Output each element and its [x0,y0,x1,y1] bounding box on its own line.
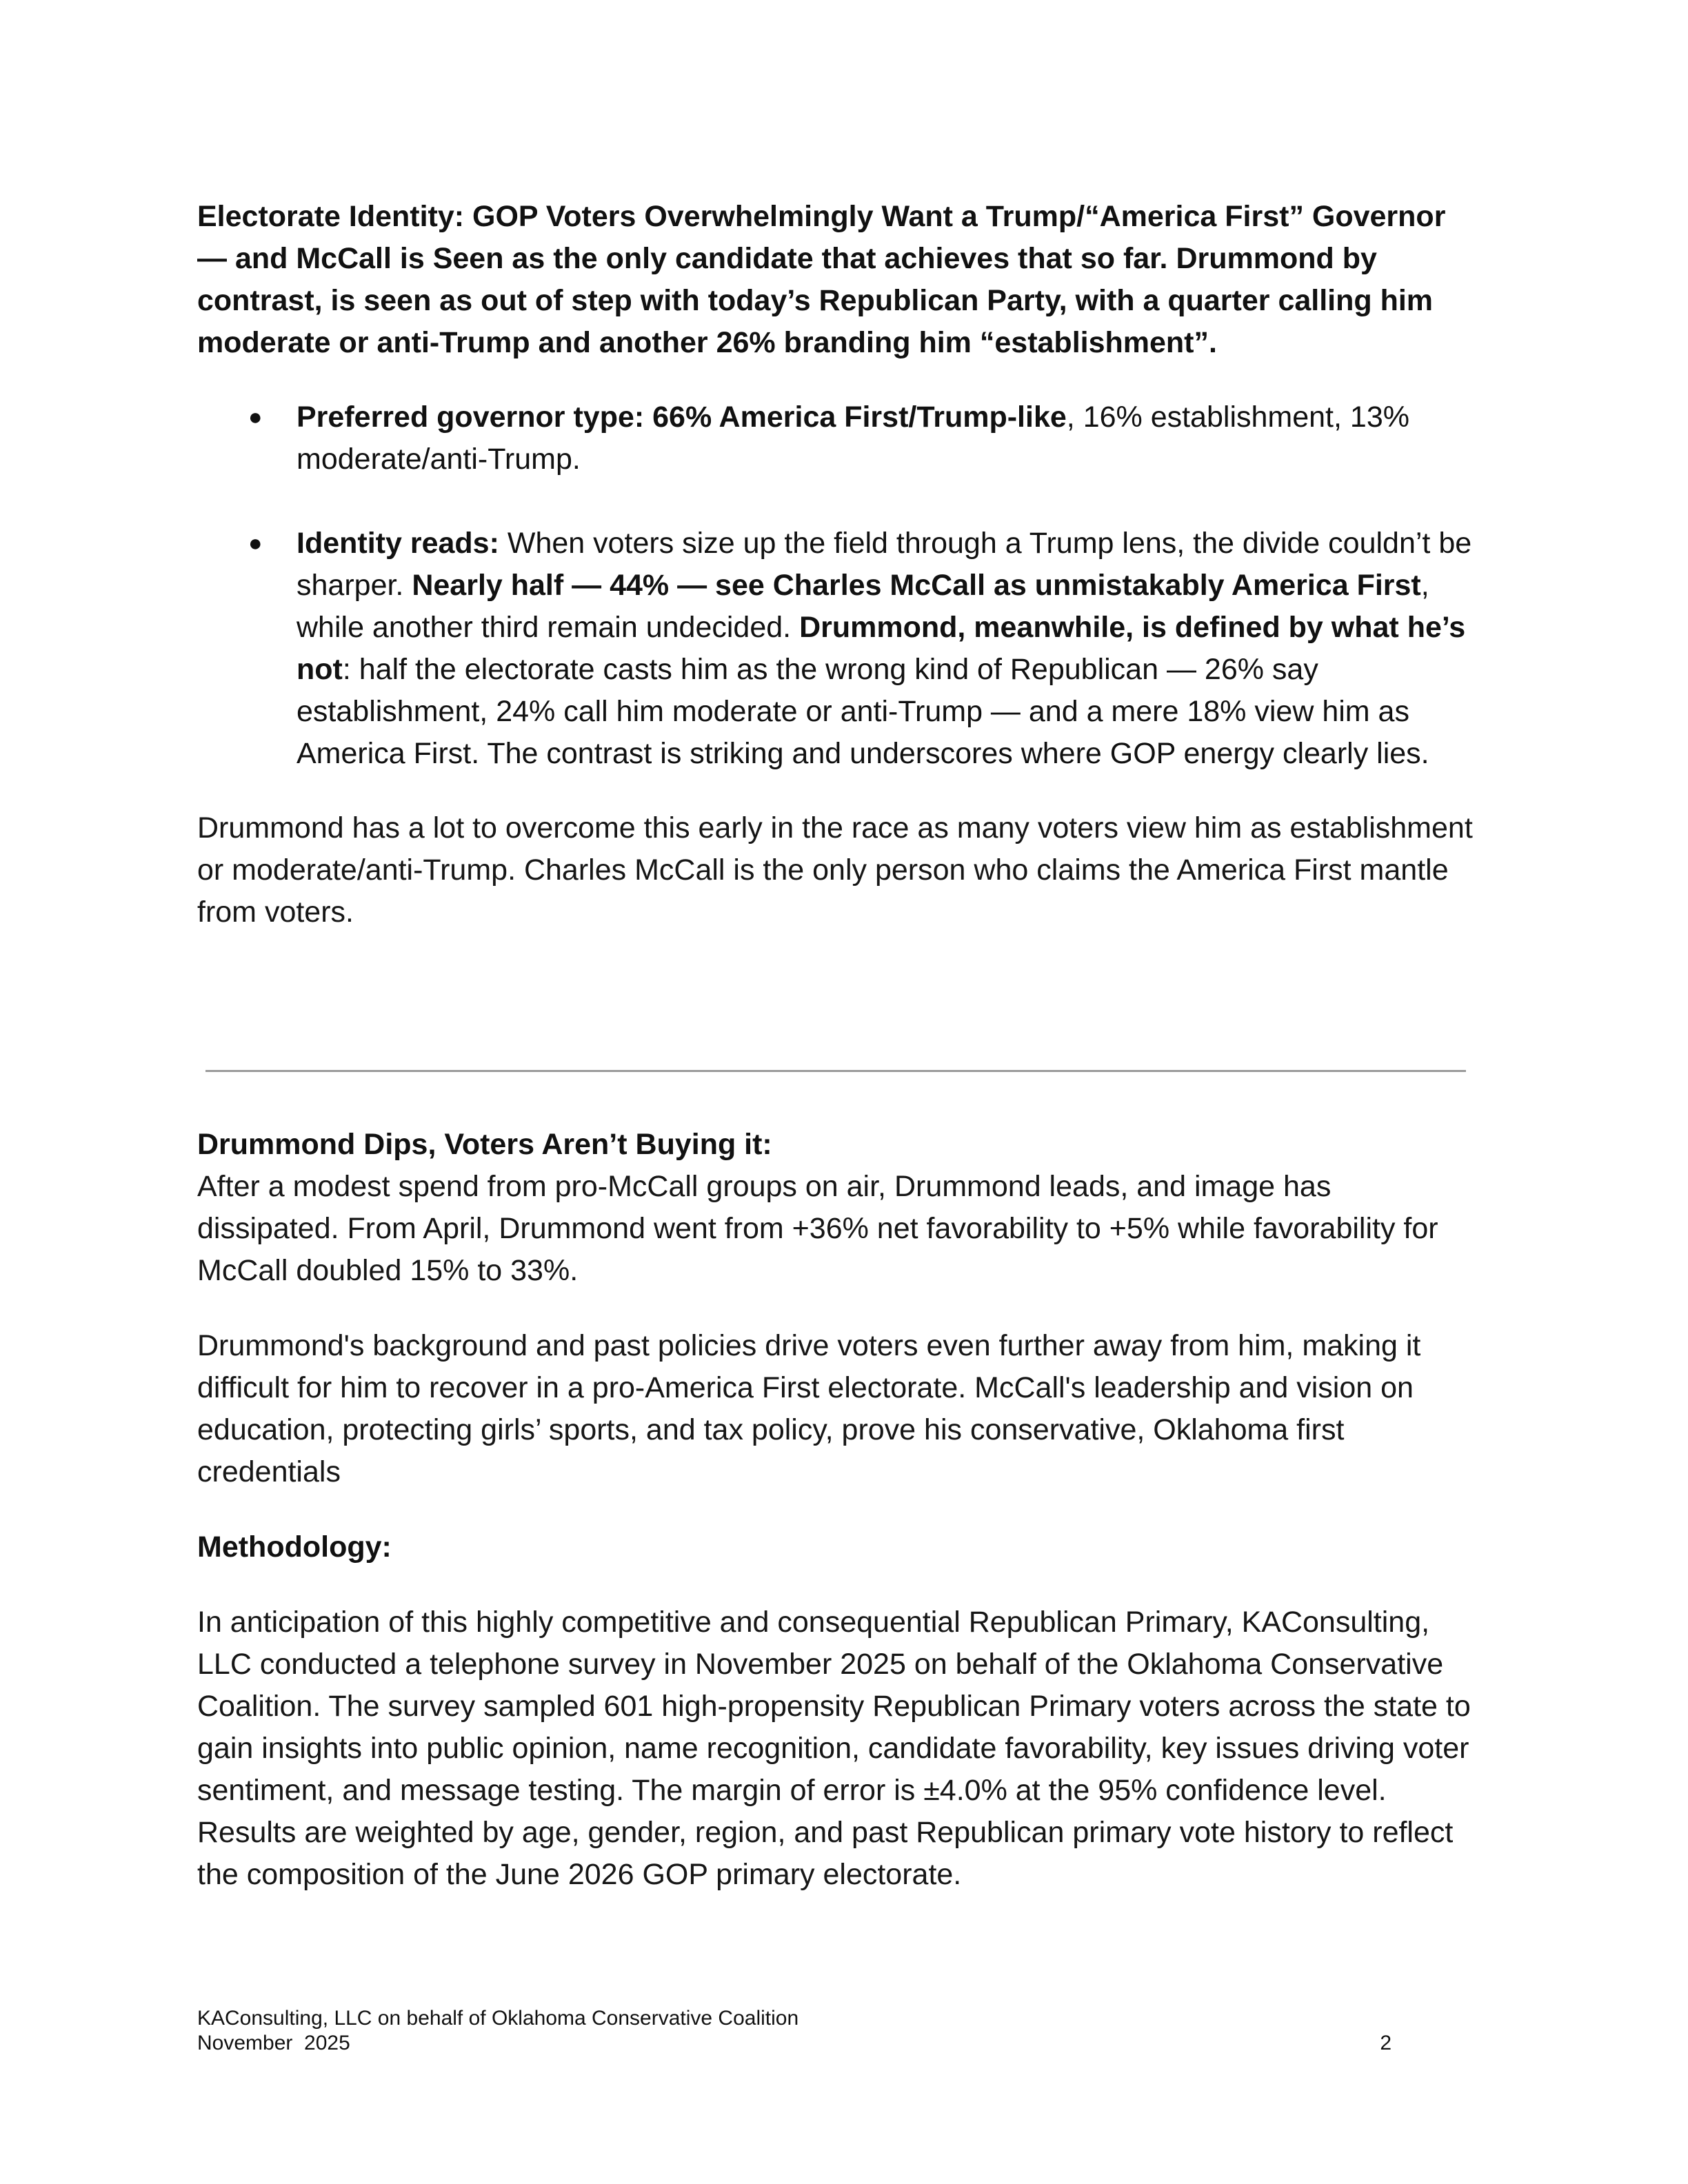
bullet-2-text-2: , while another third remain undecided. [297,569,1429,644]
methodology-heading: Methodology: [197,1530,392,1564]
page-footer [197,2006,1391,2056]
identity-heading: Electorate Identity: GOP Voters Overwhelmingly Want a Trump/“America First” Governor — and McCall is Seen as the only candidate that achieves that so far. Drummond by contrast, is seen as out of step with today’s Republican Party, with a quarter calling him moderate or anti-Trump and another 26% branding him “establishment”. [197,200,1446,359]
section-divider [205,1070,1466,1072]
identity-summary: Drummond has a lot to overcome this early in the race as many voters view him as establishment or moderate/anti-Trump. Charles McCall is the only person who claims the America First mantle from voters. [197,811,1473,929]
bullet-2-text-1: When voters size up the field through a Trump lens, the divide couldn’t be sharper. [297,527,1472,602]
bullet-1-text: , 16% establishment, 13% moderate/anti-Trump. [297,401,1409,476]
footer-line-2: November 2025 [197,2032,350,2054]
bullet-dot-icon: ● [248,530,263,556]
bullet-2-bold-1: Identity reads: [297,527,499,560]
bullet-dot-icon: ● [248,404,263,430]
identity-bullet-list [197,396,1480,775]
page-lower [197,1124,1480,1896]
footer-line-1: KAConsulting, LLC on behalf of Oklahoma Conservative Coalition [197,2007,799,2030]
bullet-preferred-governor [197,396,1480,481]
bullet-2-text-3: : half the electorate casts him as the wrong kind of Republican — 26% say establishment, 24% call him moderate or anti-Trump — and a mere 18% view him as America First. The contrast is striking and underscores where GOP energy clearly lies. [297,653,1429,770]
bullet-2-bold-2: Nearly half — 44% — see Charles McCall as unmistakably America First [412,569,1421,602]
dips-paragraph-2: Drummond's background and past policies drive voters even further away from him, making it difficult for him to recover in a pro-America First electorate. McCall's leadership and vision on education, protecting girls’ sports, and tax policy, prove his conservative, Oklahoma first credentials [197,1329,1421,1488]
page-number: 2 [1380,2032,1391,2054]
bullet-2-bold-3: Drummond, meanwhile, is defined by what he’s not [297,611,1466,686]
methodology-paragraph: In anticipation of this highly competitive and consequential Republican Primary, KAConsulting, LLC conducted a telephone survey in November 2025 on behalf of the Oklahoma Conservative Coalition. The survey sampled 601 high-propensity Republican Primary voters across the state to gain insights into public opinion, name recognition, candidate favorability, key issues driving voter sentiment, and message testing. The margin of error is ±4.0% at the 95% confidence level. Results are weighted by age, gender, region, and past Republican primary vote history to reflect the composition of the June 2026 GOP primary electorate. [197,1606,1471,1891]
page-upper [197,196,1480,933]
dips-paragraph-1: After a modest spend from pro-McCall groups on air, Drummond leads, and image has dissipated. From April, Drummond went from +36% net favorability to +5% while favorability for McCall doubled 15% to 33%. [197,1170,1438,1287]
dips-heading: Drummond Dips, Voters Aren’t Buying it: [197,1128,772,1161]
bullet-1-bold: Preferred governor type: 66% America First/Trump-like [297,401,1067,434]
bullet-identity-reads [197,523,1480,775]
